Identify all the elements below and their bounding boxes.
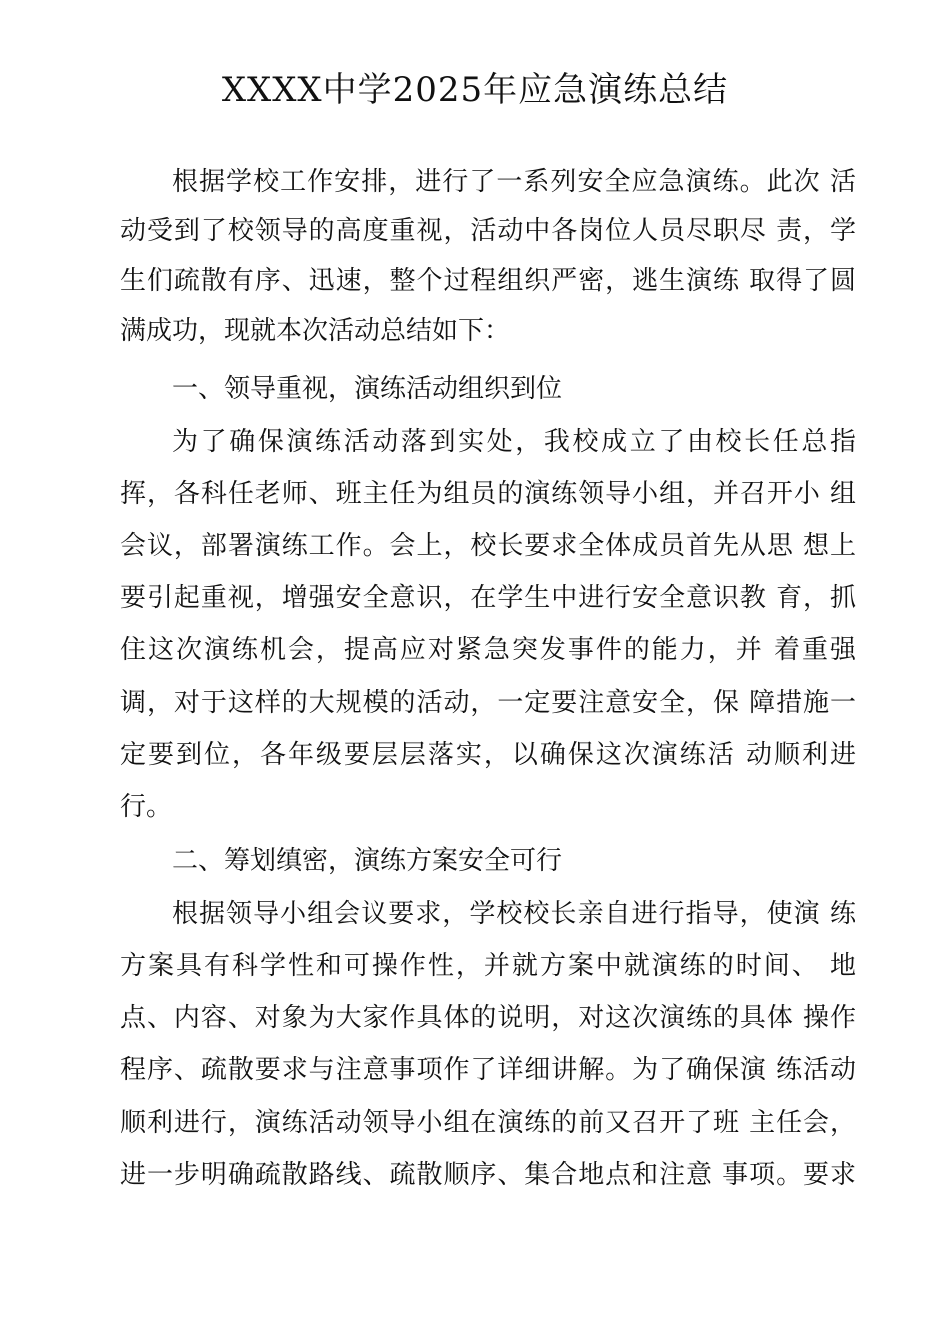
paragraph-line: 顺利进行，演练活动领导小组在演练的前又召开了班 主任会， [120,1108,856,1138]
section-heading: 一、领导重视，演练活动组织到位 [172,374,563,404]
paragraph-line: 行。 [120,792,173,822]
paragraph-line: 为了确保演练活动落到实处，我校成立了由校长任总指 [172,427,856,457]
paragraph-line: 挥，各科任老师、班主任为组员的演练领导小组，并召开小 组 [120,479,856,509]
paragraph-line: 程序、疏散要求与注意事项作了详细讲解。为了确保演 练活动 [120,1055,856,1085]
paragraph-line: 定要到位，各年级要层层落实，以确保这次演练活 动顺利进 [120,740,856,770]
paragraph-line: 点、内容、对象为大家作具体的说明，对这次演练的具体 操作 [120,1003,856,1033]
paragraph-line: 根据领导小组会议要求，学校校长亲自进行指导，使演 练 [172,899,856,929]
paragraph-line: 进一步明确疏散路线、疏散顺序、集合地点和注意 事项。要求 [120,1160,856,1190]
paragraph-line: 调，对于这样的大规模的活动，一定要注意安全，保 障措施一 [120,688,856,718]
section-heading: 二、筹划缜密，演练方案安全可行 [172,846,563,876]
paragraph-line: 满成功，现就本次活动总结如下： [120,316,511,346]
paragraph-line: 住这次演练机会，提高应对紧急突发事件的能力，并 着重强 [120,635,856,665]
paragraph-line: 会议，部署演练工作。会上，校长要求全体成员首先从思 想上 [120,531,856,561]
paragraph-line: 方案具有科学性和可操作性，并就方案中就演练的时间、 地 [120,951,856,981]
document-title: XXXX中学2025年应急演练总结 [221,70,729,110]
paragraph-line: 要引起重视，增强安全意识，在学生中进行安全意识教 育，抓 [120,583,856,613]
paragraph-line: 生们疏散有序、迅速，整个过程组织严密，逃生演练 取得了圆 [120,266,856,296]
paragraph-line: 根据学校工作安排，进行了一系列安全应急演练。此次 活 [172,167,856,197]
paragraph-line: 动受到了校领导的高度重视，活动中各岗位人员尽职尽 责，学 [120,216,856,246]
